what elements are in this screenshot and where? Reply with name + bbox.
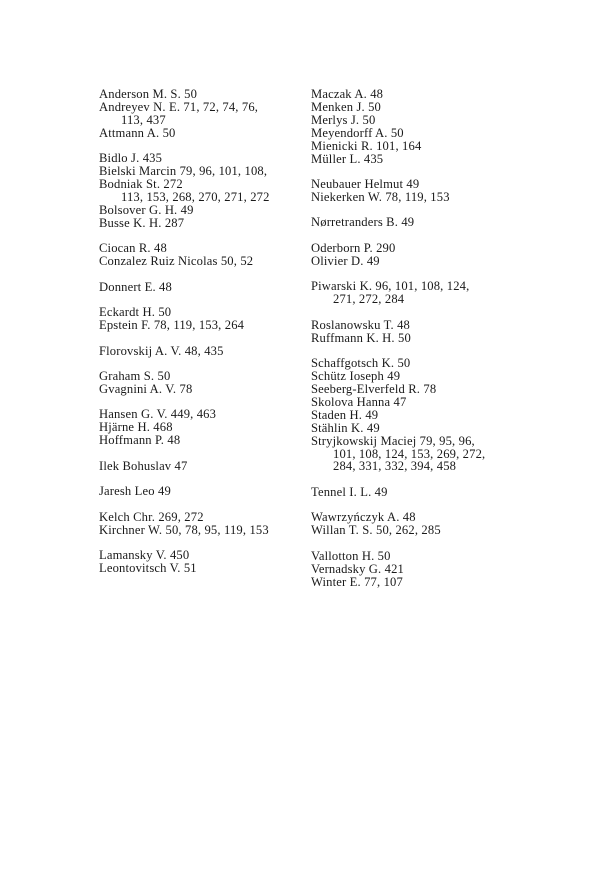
index-entry-oderborn: Oderborn P. 290	[311, 240, 396, 255]
index-right-column	[311, 88, 526, 601]
index-entry-staden: Staden H. 49	[311, 407, 379, 422]
index-group-v	[311, 550, 526, 589]
index-group-l	[99, 549, 299, 575]
index-entry-lamansky: Lamansky V. 450	[99, 548, 190, 563]
index-group-k	[99, 511, 299, 537]
index-entry-bielski: Bielski Marcin 79, 96, 101, 108,	[99, 164, 268, 179]
index-entry-kelch: Kelch Chr. 269, 272	[99, 509, 204, 524]
index-entry-hoffmann: Hoffmann P. 48	[99, 433, 181, 448]
index-entry-bidlo: Bidlo J. 435	[99, 151, 163, 166]
index-entry-andreyev-line2: 113, 437	[121, 112, 166, 127]
index-entry-andreyev	[99, 101, 299, 127]
index-entry-ilek: Ilek Bohuslav 47	[99, 458, 188, 473]
index-entry-graham: Graham S. 50	[99, 369, 171, 384]
index-left-column	[99, 88, 299, 588]
index-entry-hjarne: Hjärne H. 468	[99, 420, 173, 435]
index-group-w	[311, 511, 526, 537]
index-group-j	[99, 485, 299, 498]
index-entry-muller: Müller L. 435	[311, 151, 384, 166]
index-entry-merlys: Merlys J. 50	[311, 112, 376, 127]
index-group-p	[311, 280, 526, 306]
index-group-o	[311, 242, 526, 268]
index-entry-conzalez: Conzalez Ruiz Nicolas 50, 52	[99, 254, 254, 269]
index-entry-donnert: Donnert E. 48	[99, 279, 172, 294]
index-group-g	[99, 370, 299, 396]
index-group-f	[99, 345, 299, 358]
index-entry-piwarski	[311, 280, 526, 306]
index-entry-kirchner: Kirchner W. 50, 78, 95, 119, 153	[99, 522, 269, 537]
index-entry-anderson: Anderson M. S. 50	[99, 87, 198, 101]
index-entry-eckardt: Eckardt H. 50	[99, 305, 172, 320]
index-group-t	[311, 486, 526, 499]
index-entry-bodniak: Bodniak St. 272	[99, 177, 183, 192]
index-entry-maczak: Maczak A. 48	[311, 87, 384, 101]
index-entry-stryjkowskij-line1: Stryjkowskij Maciej 79, 95, 96,	[311, 433, 475, 448]
index-entry-menken: Menken J. 50	[311, 99, 382, 114]
index-entry-busse: Busse K. H. 287	[99, 215, 185, 230]
index-group-m	[311, 88, 526, 165]
index-entry-niekerken: Niekerken W. 78, 119, 153	[311, 189, 450, 204]
index-group-c	[99, 242, 299, 268]
index-entry-attmann: Attmann A. 50	[99, 125, 176, 140]
index-group-n-special	[311, 216, 526, 229]
index-entry-mienicki: Mienicki R. 101, 164	[311, 138, 422, 153]
index-entry-ruffmann: Ruffmann K. H. 50	[311, 330, 411, 345]
index-entry-bolsover: Bolsover G. H. 49	[99, 202, 194, 217]
index-entry-wawrzynczyk: Wawrzyńczyk A. 48	[311, 510, 416, 525]
index-entry-piwarski-line1: Piwarski K. 96, 101, 108, 124,	[311, 279, 470, 294]
index-entry-winter: Winter E. 77, 107	[311, 574, 403, 589]
index-entry-bielski-continued	[99, 191, 299, 204]
index-entry-neubauer: Neubauer Helmut 49	[311, 177, 420, 192]
index-group-r	[311, 319, 526, 345]
index-entry-epstein: Epstein F. 78, 119, 153, 264	[99, 318, 245, 333]
index-entry-meyendorff: Meyendorff A. 50	[311, 125, 404, 140]
index-entry-stahlin: Stählin K. 49	[311, 420, 380, 435]
index-entry-willan: Willan T. S. 50, 262, 285	[311, 523, 441, 538]
index-group-a	[99, 88, 299, 140]
index-entry-skolova: Skolova Hanna 47	[311, 394, 407, 409]
index-entry-piwarski-line2: 271, 272, 284	[333, 292, 405, 307]
index-entry-stryjkowskij	[311, 435, 526, 474]
index-entry-stryjkowskij-line2: 101, 108, 124, 153, 269, 272,	[333, 446, 486, 461]
index-entry-olivier: Olivier D. 49	[311, 253, 380, 268]
index-entry-gvagnini: Gvagnini A. V. 78	[99, 381, 193, 396]
index-group-h	[99, 408, 299, 447]
index-entry-schaffgotsch: Schaffgotsch K. 50	[311, 356, 411, 371]
index-entry-florovskij: Florovskij A. V. 48, 435	[99, 343, 224, 358]
index-group-b	[99, 152, 299, 229]
index-entry-roslanowsku: Roslanowsku T. 48	[311, 317, 410, 332]
index-entry-tennel: Tennel I. L. 49	[311, 484, 388, 499]
index-entry-norretranders: Nørretranders B. 49	[311, 215, 415, 230]
index-group-e	[99, 306, 299, 332]
index-entry-andreyev-line1: Andreyev N. E. 71, 72, 74, 76,	[99, 99, 259, 114]
index-entry-schutz: Schütz Ioseph 49	[311, 369, 401, 384]
index-group-n	[311, 178, 526, 204]
index-entry-bielski-line2: 113, 153, 268, 270, 271, 272	[121, 189, 270, 204]
index-entry-jaresh: Jaresh Leo 49	[99, 484, 171, 499]
index-group-s	[311, 357, 526, 473]
index-entry-seeberg: Seeberg-Elverfeld R. 78	[311, 381, 437, 396]
index-entry-vallotton: Vallotton H. 50	[311, 548, 391, 563]
index-entry-leontovitsch: Leontovitsch V. 51	[99, 561, 197, 576]
index-entry-stryjkowskij-line3: 284, 331, 332, 394, 458	[333, 459, 457, 474]
index-entry-vernadsky: Vernadsky G. 421	[311, 561, 404, 576]
index-entry-hansen: Hansen G. V. 449, 463	[99, 407, 217, 422]
index-group-d	[99, 281, 299, 294]
index-group-i	[99, 460, 299, 473]
index-entry-ciocan: Ciocan R. 48	[99, 241, 167, 256]
